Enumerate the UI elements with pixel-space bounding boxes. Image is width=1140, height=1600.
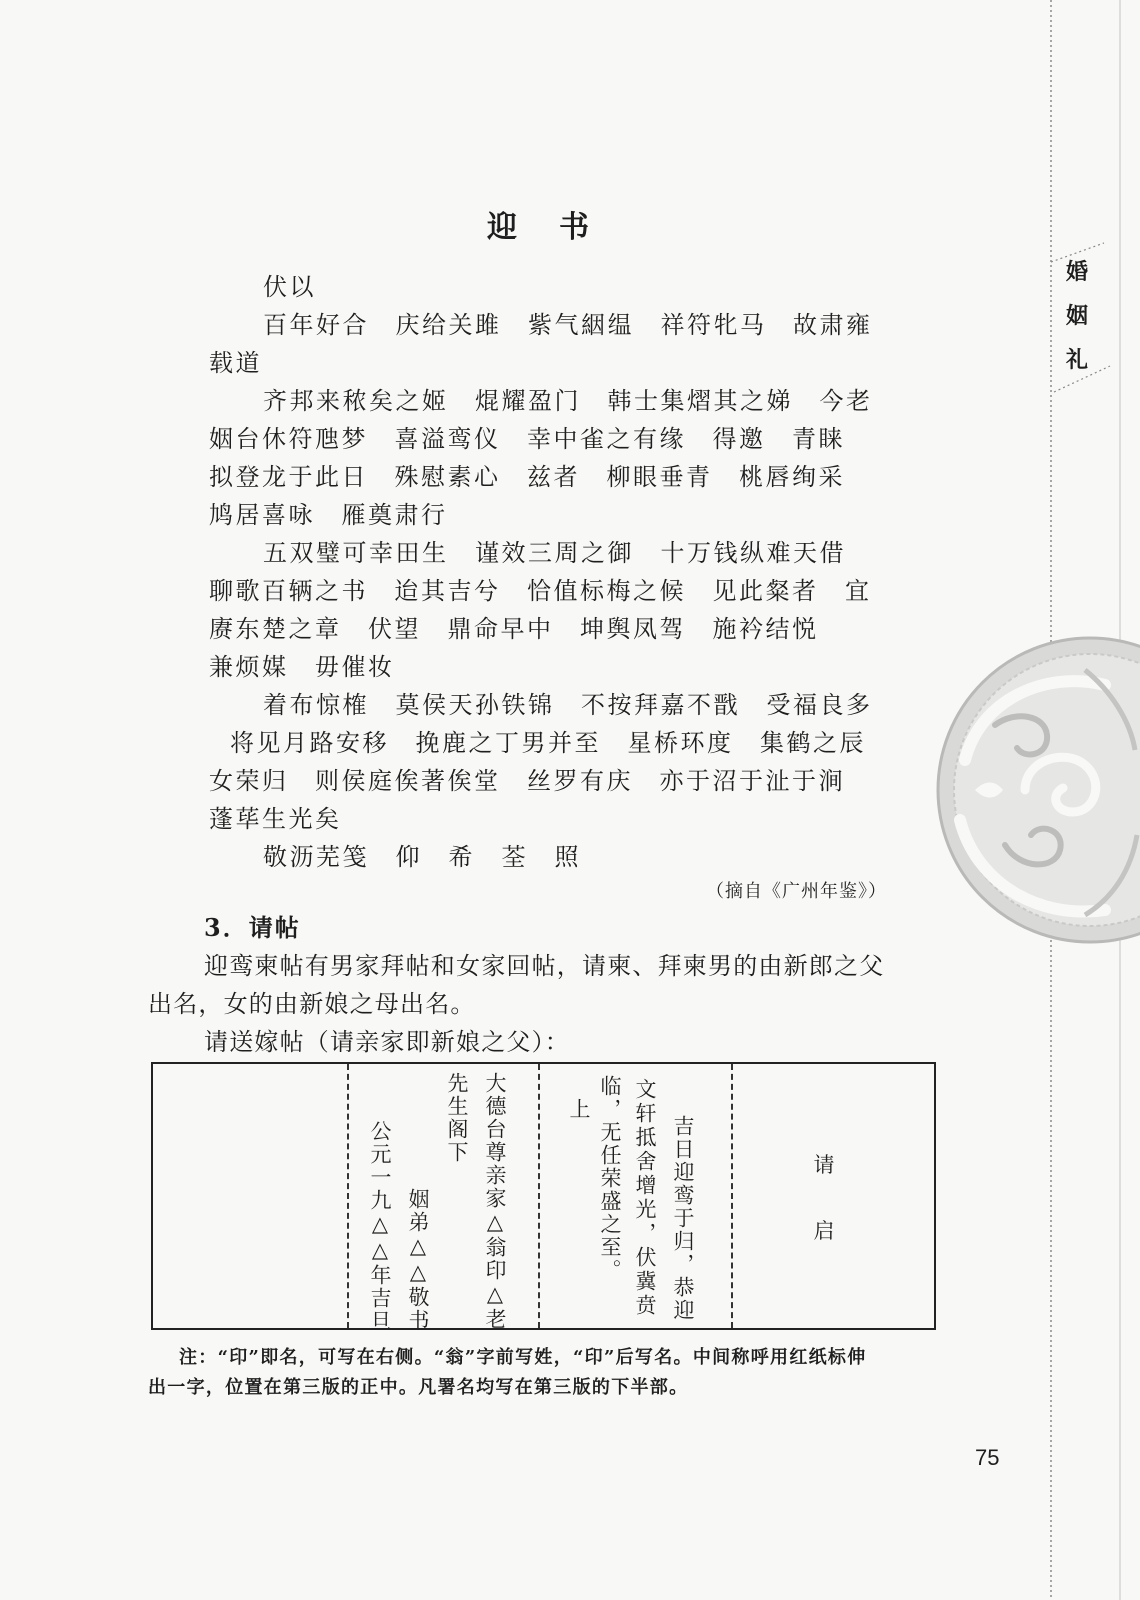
footnote-line: 注：“印”即名，可写在右侧。“翁”字前写姓，“印”后写名。中间称呼用红纸标伸 (179, 1347, 867, 1368)
invitation-card-layout (151, 1062, 936, 1330)
body-text-line: 请送嫁帖（请亲家即新娘之父）： (204, 1028, 570, 1056)
panel-fold-line (538, 1064, 540, 1328)
poem-line: 鸠居喜咏 雁奠肃行 (209, 501, 448, 529)
panel-fold-line (731, 1064, 733, 1328)
card-cover-char: 请 (813, 1153, 835, 1177)
body-text-line: 迎鸾柬帖有男家拜帖和女家回帖，请柬、拜柬男的由新郎之父 (204, 952, 885, 980)
card-recipient-line: 大德台尊亲家△翁印△老 (483, 1072, 507, 1331)
card-honorific-line: 先生阁下 (445, 1072, 469, 1164)
poem-line: 兼烦媒 毋催妆 (209, 653, 395, 681)
poem-line: 蓬荜生光矣 (209, 805, 342, 833)
card-message-line: 吉日迎鸾于归，恭迎 (671, 1115, 695, 1322)
poem-line: 拟登龙于此日 殊慰素心 兹者 柳眼垂青 桃唇绚采 (209, 463, 845, 491)
body-text-line: 出名，女的由新娘之母出名。 (148, 990, 476, 1018)
poem-line: 齐邦来秾矣之姬 焜耀盈门 韩士集熠其之娣 今老 (263, 387, 873, 415)
section-title: 迎 书 (487, 210, 595, 245)
source-citation: （摘自《广州年鉴》） (706, 881, 887, 902)
footnote-line: 出一字，位置在第三版的正中。凡署名均写在第三版的下半部。 (148, 1377, 689, 1398)
subsection-heading: 3．请帖 (204, 913, 301, 942)
poem-line: 百年好合 庆给关雎 紫气絪缊 祥符牝马 故肃雍 (263, 311, 873, 339)
poem-line: 聊歌百辆之书 迨其吉兮 恰值标梅之候 见此粲者 宜 (209, 577, 872, 605)
card-cover-char: 启 (813, 1219, 835, 1243)
card-message-line: 临，无任荣盛之至。 (598, 1075, 622, 1282)
poem-line: 着布惊榷 莫侯天孙铁锦 不按拜嘉不戬 受福良多 (263, 691, 873, 719)
poem-line: 将见月路安移 挽鹿之丁男并至 星桥环度 集鹤之辰 (230, 729, 866, 757)
panel-fold-line (347, 1064, 349, 1328)
chapter-side-tab (1062, 250, 1092, 382)
page-number: 75 (975, 1445, 1000, 1470)
greeting-letter-text (0, 268, 1000, 876)
side-tab-char: 礼 (1065, 347, 1088, 373)
poem-line: 载道 (209, 349, 262, 377)
side-tab-char: 姻 (1065, 303, 1088, 329)
card-sender-line: 姻弟△△敬书 (406, 1188, 430, 1332)
card-message-line: 文轩抵舍增光，伏冀贲 (633, 1078, 657, 1318)
card-date-line: 公元一九△△年吉旦 (368, 1120, 392, 1333)
poem-line: 敬沥芜笺 仰 希 荃 照 (263, 843, 581, 871)
side-tab-char: 婚 (1065, 259, 1088, 285)
poem-line: 姻台休符虺梦 喜溢鸾仪 幸中雀之有缘 得邀 青睐 (209, 425, 845, 453)
card-message-line: 上 (567, 1098, 591, 1121)
poem-line: 五双璧可幸田生 谨效三周之御 十万钱纵难天借 (263, 539, 846, 567)
poem-line: 伏以 (263, 273, 316, 301)
poem-line: 赓东楚之章 伏望 鼎命早中 坤舆凤驾 施衿结悦 (209, 615, 819, 643)
poem-line: 女荣归 则侯庭俟著俟堂 丝罗有庆 亦于沼于沚于涧 (209, 767, 845, 795)
